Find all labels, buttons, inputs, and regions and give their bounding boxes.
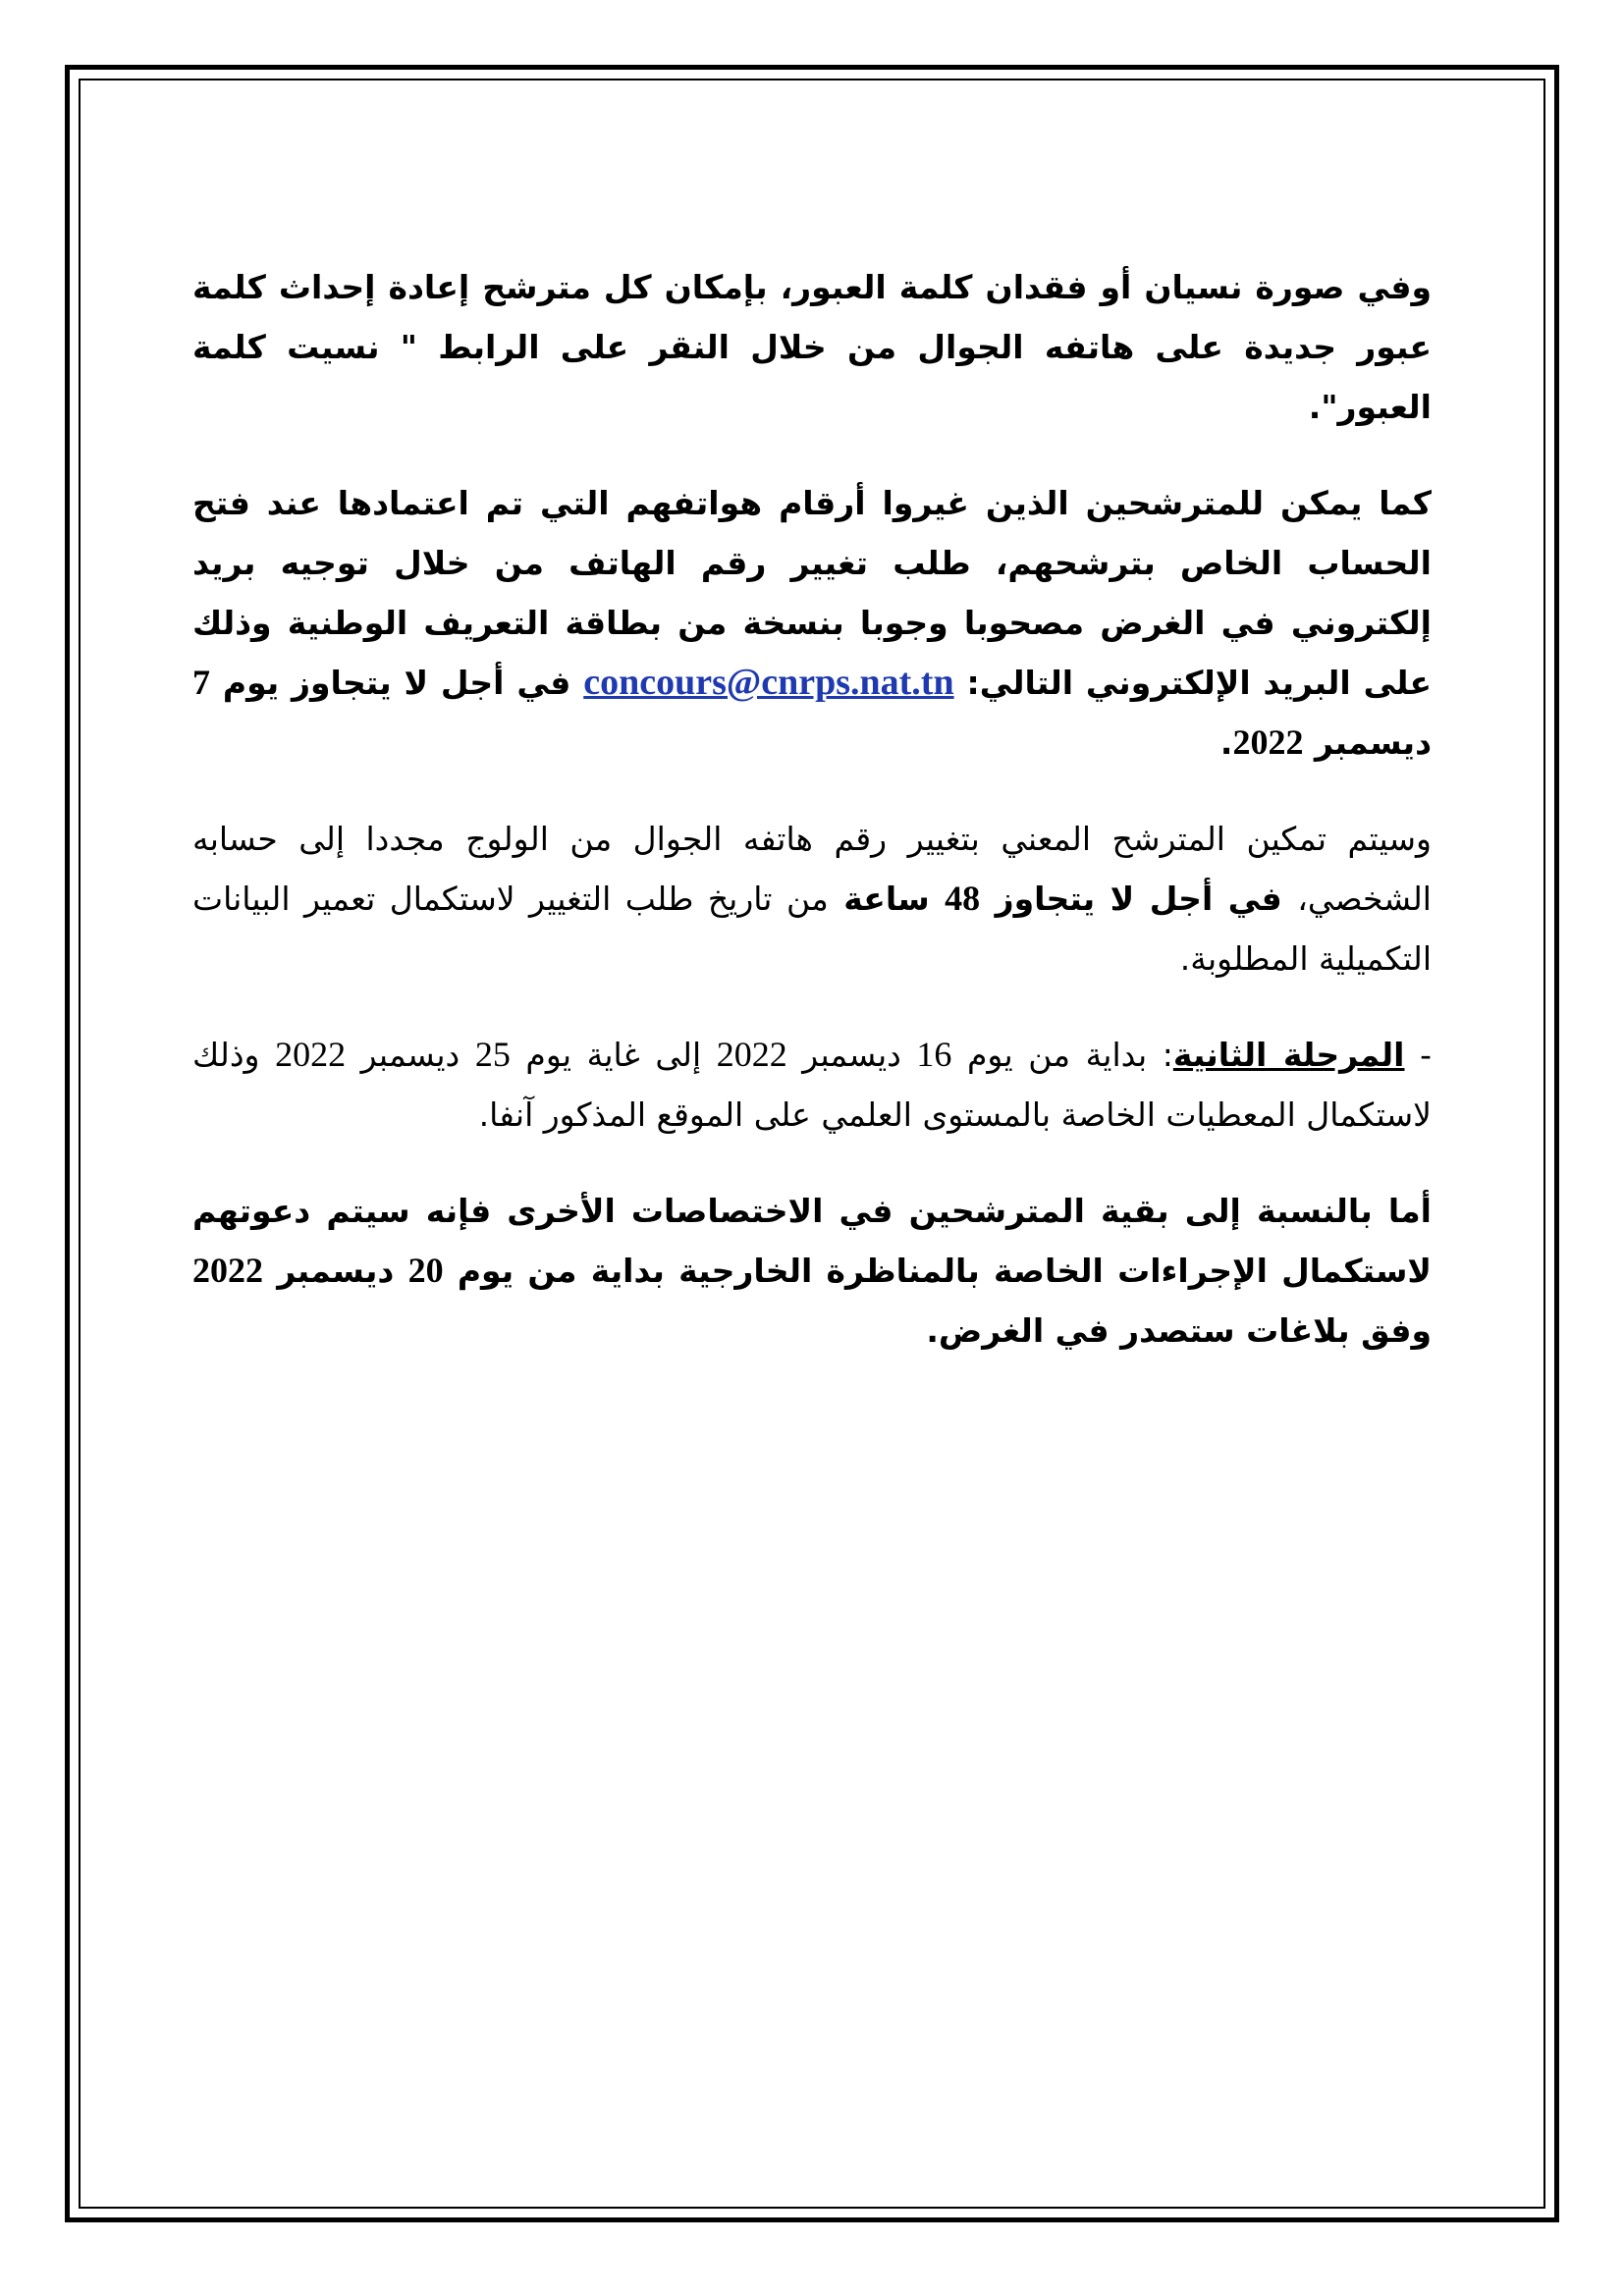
paragraph-account-access bbox=[192, 809, 1432, 988]
phone-change-deadline: في أجل لا يتجاوز يوم bbox=[222, 664, 571, 702]
other-specialties-day: 20 bbox=[407, 1251, 444, 1290]
document-body bbox=[192, 257, 1432, 1397]
paragraph-password-reset bbox=[192, 257, 1432, 437]
second-phase-from-month: ديسمبر bbox=[802, 1036, 901, 1074]
second-phase-colon: : bbox=[1162, 1036, 1173, 1074]
email-link[interactable]: concours@cnrps.nat.tn bbox=[583, 662, 954, 703]
second-phase-to-day: 25 bbox=[474, 1035, 511, 1074]
second-phase-to: إلى غاية يوم bbox=[525, 1036, 702, 1074]
other-specialties-text: أما بالنسبة إلى بقية المترشحين في الاختصاصات الأخرى فإنه سيتم دعوتهم لاستكمال الإجراءات الخاصة بالمناظرة الخارجية بداية من يوم bbox=[192, 1192, 1433, 1290]
phone-change-end: . bbox=[1219, 723, 1233, 762]
account-access-hours: 48 bbox=[945, 879, 981, 918]
phone-change-text: كما يمكن للمترشحين الذين غيروا أرقام هواتفهم التي تم اعتمادها عند فتح الحساب الخاص بترشحهم، طلب تغيير رقم الهاتف من خلال توجيه بريد إلكتروني في الغرض مصحوبا وجوبا بنسخة من بطاقة التعريف الوطنية وذلك على البريد الإلكتروني التالي: bbox=[192, 484, 1432, 702]
other-specialties-text-after: وفق بلاغات ستصدر في الغرض. bbox=[926, 1311, 1432, 1350]
phone-change-deadline-day: 7 bbox=[192, 663, 210, 702]
account-access-deadline-suffix: ساعة bbox=[843, 880, 930, 918]
paragraph-other-specialties bbox=[192, 1181, 1432, 1361]
password-reset-text: وفي صورة نسيان أو فقدان كلمة العبور، بإمكان كل مترشح إعادة إحداث كلمة عبور جديدة على هاتفه الجوال من خلال النقر على الرابط " نسيت كلمة العبور". bbox=[192, 268, 1432, 426]
account-access-deadline-prefix: في أجل لا يتجاوز bbox=[995, 880, 1282, 918]
second-phase-dash: - bbox=[1420, 1036, 1432, 1074]
other-specialties-month: ديسمبر bbox=[277, 1252, 395, 1290]
second-phase-text-after: وذلك لاستكمال المعطيات الخاصة بالمستوى العلمي على الموقع المذكور آنفا. bbox=[192, 1036, 1432, 1134]
second-phase-from: بداية من يوم bbox=[967, 1036, 1148, 1074]
phone-change-deadline-year: 2022 bbox=[1232, 722, 1304, 762]
account-access-text-after: من تاريخ طلب التغيير لاستكمال تعمير البيانات التكميلية المطلوبة. bbox=[192, 880, 1432, 978]
second-phase-to-month: ديسمبر bbox=[360, 1036, 460, 1074]
phone-change-deadline-month: ديسمبر bbox=[1314, 723, 1432, 762]
paragraph-second-phase bbox=[192, 1025, 1432, 1145]
second-phase-from-day: 16 bbox=[916, 1035, 952, 1074]
paragraph-phone-change bbox=[192, 473, 1432, 773]
second-phase-from-year: 2022 bbox=[716, 1035, 787, 1074]
second-phase-to-year: 2022 bbox=[275, 1035, 347, 1074]
second-phase-label: المرحلة الثانية bbox=[1172, 1036, 1405, 1074]
other-specialties-year: 2022 bbox=[192, 1251, 263, 1290]
account-access-text: وسيتم تمكين المترشح المعني بتغيير رقم هاتفه الجوال من الولوج مجددا إلى حسابه الشخصي، bbox=[192, 820, 1432, 918]
